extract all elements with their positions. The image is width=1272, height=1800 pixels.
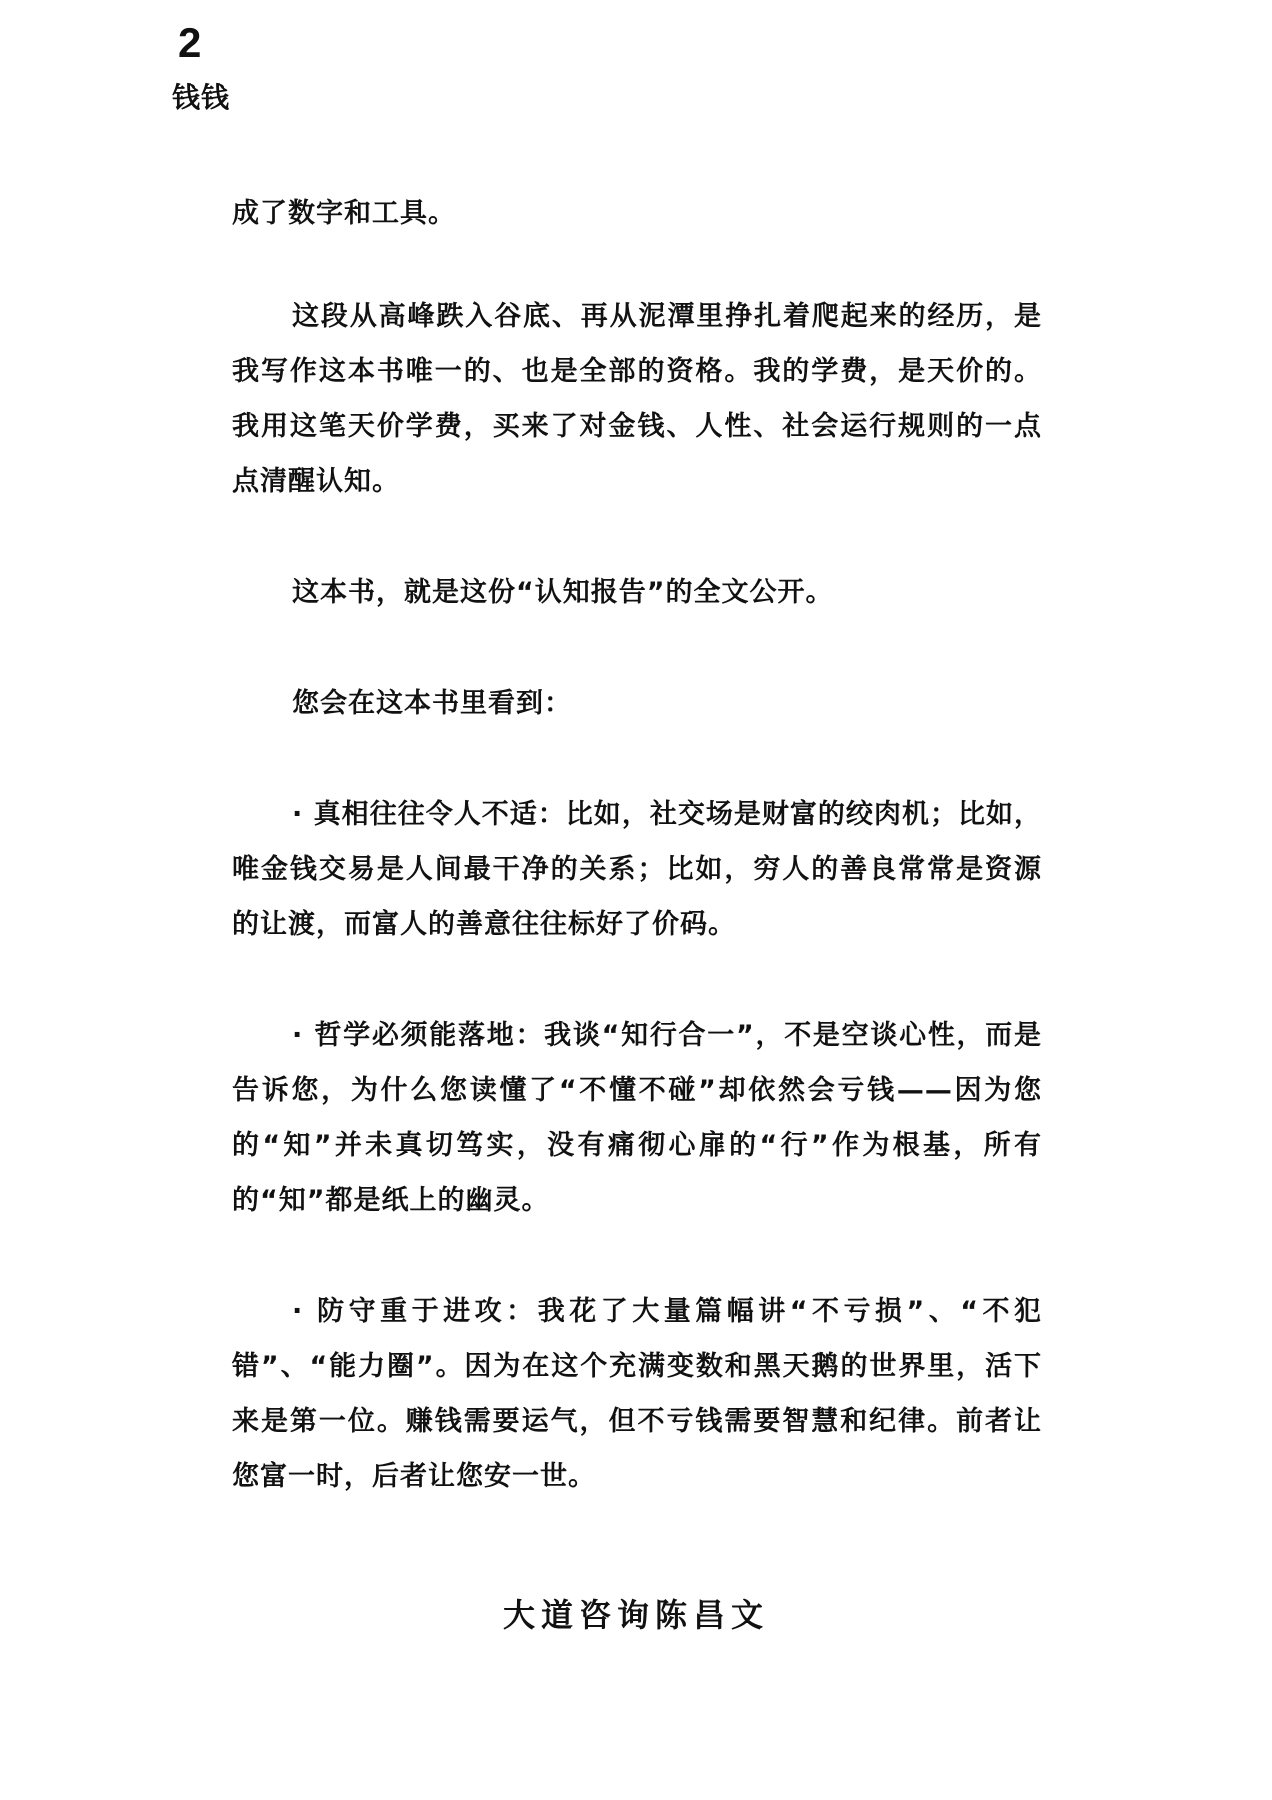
paragraph-4: 您会在这本书里看到： xyxy=(292,688,572,719)
signature: 大道咨询陈昌文 xyxy=(502,1596,769,1634)
bullet-paragraph-2: · 哲学必须能落地：我谈“知行合一”，不是空谈心性，而是告诉您，为什么您读懂了“不懂不碰”却依然会亏钱——因为您的“知”并未真切笃实，没有痛彻心扉的“行”作为根基，所有的“知”都是纸上的幽灵。 xyxy=(232,1020,1042,1216)
page-number: 2 xyxy=(178,19,202,66)
running-head: 钱钱 xyxy=(172,81,231,114)
paragraph-1: 成了数字和工具。 xyxy=(232,198,456,229)
bullet-paragraph-3: · 防守重于进攻：我花了大量篇幅讲“不亏损”、“不犯错”、“能力圈”。因为在这个充满变数和黑天鹅的世界里，活下来是第一位。赚钱需要运气，但不亏钱需要智慧和纪律。前者让您富一时，后者让您安一世。 xyxy=(232,1296,1042,1492)
paragraph-2: 这段从高峰跌入谷底、再从泥潭里挣扎着爬起来的经历，是我写作这本书唯一的、也是全部的资格。我的学费，是天价的。我用这笔天价学费，买来了对金钱、人性、社会运行规则的一点点清醒认知。 xyxy=(232,301,1042,497)
bullet-paragraph-1: · 真相往往令人不适：比如，社交场是财富的绞肉机；比如，唯金钱交易是人间最干净的关系；比如，穷人的善良常常是资源的让渡，而富人的善意往往标好了价码。 xyxy=(232,799,1042,940)
paragraph-3: 这本书，就是这份“认知报告”的全文公开。 xyxy=(292,577,834,608)
body-text xyxy=(232,186,1042,1504)
